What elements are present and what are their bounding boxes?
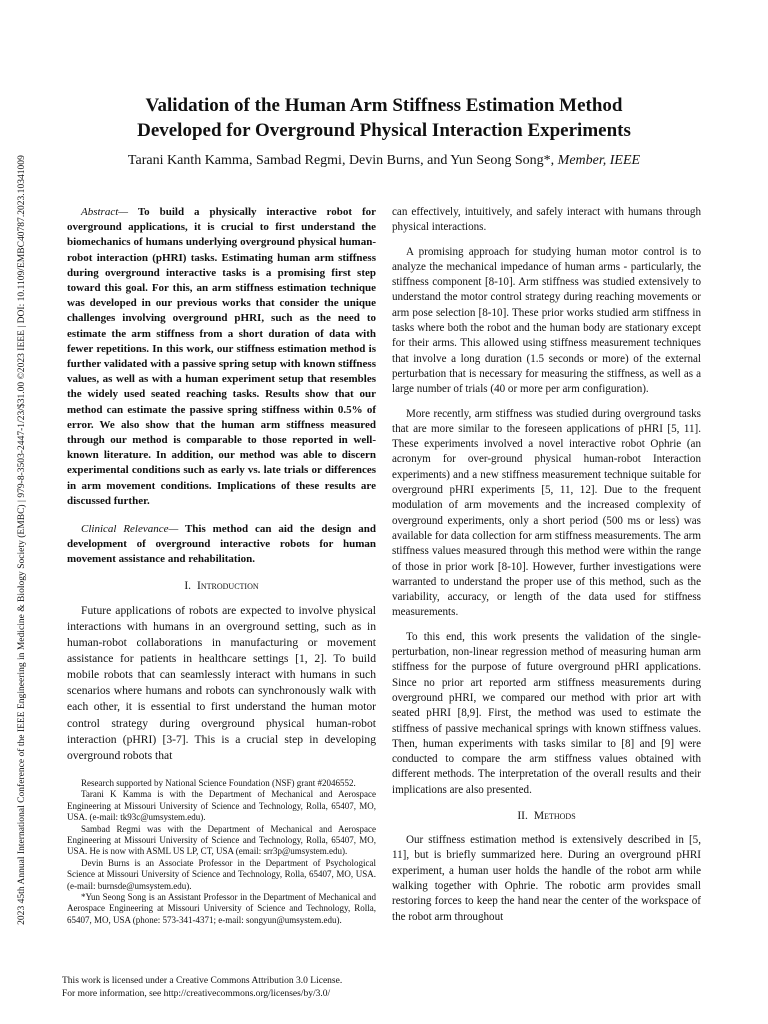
methods-paragraph-1: Our stiffness estimation method is extensively described in [5, 11], but is briefly summarized here. During an overground pHRI experiment, a human user holds the handle of the robot arm while walking together with Ophrie. The robotic arm provides small restoring forces to keep the hand near the center of the workspace of the robot arm throughout [392, 834, 701, 923]
author-names: Tarani Kanth Kamma, Sambad Regmi, Devin Burns, and Yun Seong Song*, [127, 153, 558, 168]
footnote-author-2: Sambad Regmi was with the Department of Mechanical and Aerospace Engineering at Missouri University of Science and Technology, Rolla, 65407, MO, USA. He is now with ASML US LP, CT, USA (email: srr3p@umsystem.edu). [67, 823, 376, 857]
clinical-text: This method can aid the design and development of overground interactive robots for human movement assistance and rehabilitation. [67, 523, 376, 566]
doi-sidebar [4, 90, 40, 990]
doi-sidebar-text: 2023 45th Annual International Conference of the IEEE Engineering in Medicine & Biology Society (EMBC) | 979-8-3503-2447-1/23/$31.00 ©2023 IEEE | DOI: 10.1109/EMBC40787.2023.10341009 [17, 155, 27, 925]
abstract-lead: Abstract— [81, 206, 129, 218]
author-list [70, 153, 698, 169]
intro-paragraph-4: To this end, this work presents the validation of the single-perturbation, non-linear regression method of measuring human arm stiffness for the purpose of future overground pHRI applications. Since no prior art reported arm stiffness measurements during overground pHRI, we compared our method with prior art with seated pHRI [8,9]. First, the method was used to estimate the stiffness of passive mechanical springs with known stiffness values. Then, human experiments with tasks similar to [8] and [9] were conducted to compare the arm stiffness values obtained with different methods. The interpretation of the overall results and their implications are also presented. [392, 630, 701, 796]
intro-paragraph-3: More recently, arm stiffness was studied during overground tasks that are more similar to the foreseen applications of pHRI [5, 11]. These experiments involved a novel interactive robot Ophrie (an acronym for over-ground physical human-robot Interaction experiments) and a new stiffness measurement technique suitable for overground pHRI experiments [5, 11, 12]. Due to the frequent modulation of arm movements and the increased complexity of overground experiments, only a short period (500 ms or less) was available for data collection for arm stiffness measurements. The arm stiffness values measured through this method were within the range of those in prior work [8-10]. However, further investigations were warranted to understand the proper use of this method, such as the variability, accuracy, or length of the data used for stiffness measurements. [392, 407, 701, 619]
abstract-text: To build a physically interactive robot for overground applications, it is crucial to first understand the biomechanics of humans underlying overground physical human-robot interaction (pHRI) tasks. Estimating human arm stiffness during overground interactive tasks is a promising first step toward this goal. For this, an arm stiffness estimation technique was developed in our previous works that consider the unique challenges involving overground pHRI, such as the need to estimate the arm stiffness from a short duration of data with fewer repetitions. In this work, our stiffness estimation method is further validated with a passive spring setup with known stiffness values, as well as with a human experiment setup that resembles the widely used seated reaching tasks. Results show that our method can estimate the passive spring stiffness within 0.5% of error. We also show that the human arm stiffness measured through our method is comparable to those reported in well-known literature. In addition, our method was able to discern experimental conditions such as early vs. late trials or differences in arm movement conditions. Implications of these results are discussed further. [67, 206, 376, 507]
footnote-author-1: Tarani K Kamma is with the Department of Mechanical and Aerospace Engineering at Missouri University of Science and Technology, Rolla, 65407, MO, USA. (e-mail: tk93c@umsystem.edu). [67, 789, 376, 823]
section-heading-methods [392, 809, 701, 824]
section-heading-introduction [67, 579, 376, 594]
license-line-1: This work is licensed under a Creative Commons Attribution 3.0 License. [62, 976, 343, 986]
abstract [67, 205, 376, 509]
license-line-2: For more information, see http://creativecommons.org/licenses/by/3.0/ [62, 988, 331, 999]
section-1-title: Introduction [197, 579, 259, 592]
section-1-number: I. [184, 579, 192, 592]
intro-paragraph-2: A promising approach for studying human motor control is to analyze the mechanical impedance of human arms - particularly, the stiffness component [8-10]. Arm stiffness was studied extensively to understand the motor control strategy during reaching movements or arm pose selection [8-10]. These prior works studied arm stiffness in tasks where both the robot and the human body are stationary except for their arms. This allowed using stiffness measurement techniques that involve a long duration (1.5 seconds or more) of the external perturbation that is necessary for measuring the stiffness, as well as a large number of trials (40 or more per arm configuration). [392, 245, 701, 396]
footnote-author-3: Devin Burns is an Associate Professor in the Department of Psychological Science at Missouri University of Science and Technology, Rolla, 65407, MO, USA. (e-mail: burnsde@umsystem.edu). [67, 857, 376, 891]
left-column [67, 205, 376, 764]
title-line-1: Validation of the Human Arm Stiffness Estimation Method [145, 95, 623, 116]
clinical-lead: Clinical Relevance— [81, 523, 179, 536]
title-line-2: Developed for Overground Physical Interaction Experiments [137, 120, 631, 141]
license-notice [62, 975, 342, 1000]
right-column [392, 205, 701, 934]
author-membership: Member, IEEE [557, 153, 641, 168]
section-2-number: II. [517, 809, 528, 822]
clinical-relevance [67, 522, 376, 568]
intro-paragraph-1-continued: can effectively, intuitively, and safely interact with humans through physical interactions. [392, 206, 701, 234]
paper-title [70, 93, 698, 143]
footnote-author-4: *Yun Seong Song is an Assistant Professor in the Department of Mechanical and Aerospace Engineering at Missouri University of Science and Technology, Rolla, 65407, MO, USA (phone: 573-341-4371; e-mail: songyun@umsystem.edu). [67, 892, 376, 925]
footnote-funding: Research supported by National Science Foundation (NSF) grant #2046552. [81, 778, 356, 788]
footnotes [67, 778, 376, 926]
intro-paragraph-1: Future applications of robots are expected to involve physical interactions with humans in an overground setting, such as in human-robot collaborations in manufacturing or movement assistance for patients in healthcare settings [1, 2]. To build mobile robots that can seamlessly interact with humans in such scenarios where humans and robots can synchronously walk with each other, it is essential to first understand the human motor control strategy during overground physical human-robot interaction (pHRI) [3-7]. This is a crucial step in developing overground robots that [67, 603, 376, 762]
section-2-title: Methods [533, 809, 576, 822]
